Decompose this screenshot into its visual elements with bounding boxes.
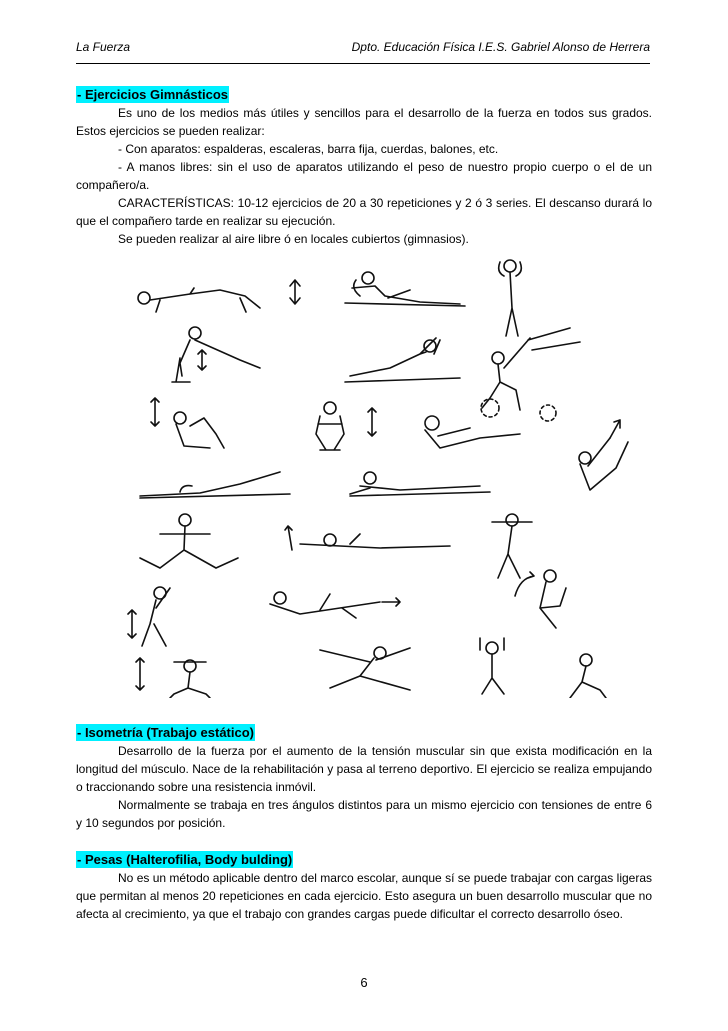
paragraph: CARACTERÍSTICAS: 10-12 ejercicios de 20 a 30 repeticiones y 2 ó 3 series. El descanso durará lo que el compañero tarde en realizar su ejecución. [76,196,652,228]
figure-standing-twist [492,514,532,578]
section-isometria [76,724,652,832]
figure-squat-thrust [570,654,606,698]
figure-back-extension [345,338,460,382]
figure-wide-squat-partner [140,514,238,568]
figure-lying-twist-arrows [270,592,400,618]
paragraph: - A manos libres: sin el uso de aparatos utilizando el peso de nuestro propio cuerpo o el de un compañero/a. [76,160,652,192]
figure-lying-arm-raise [285,526,450,550]
header-department: Dpto. Educación Física I.E.S. Gabriel Alonso de Herrera [351,40,650,54]
header-title: La Fuerza [76,40,131,54]
section-heading: - Ejercicios Gimnásticos [77,87,229,102]
paragraph: Normalmente se trabaja en tres ángulos distintos para un mismo ejercicio con tensiones de entre 6 y 10 segundos por posición. [76,798,652,830]
paragraph: Es uno de los medios más útiles y sencillos para el desarrollo de la fuerza en todos sus grados. Estos ejercicios se pueden realizar: [76,106,652,138]
page-number: 6 [360,975,368,990]
paragraph: - Con aparatos: espalderas, escaleras, barra fija, cuerdas, balones, etc. [118,142,499,156]
figure-squat-jump [136,658,210,698]
paragraph: No es un método aplicable dentro del marco escolar, aunque sí se puede trabajar con cargas ligeras que permitan al menos 20 repeticiones en cada ejercicio. Esto asegura un buen desarrollo muscular que no afecta al crecimiento, ya que el trabajo con grandes cargas puede dificultar el correcto desarrollo óseo. [76,871,652,921]
figure-jump-up [128,587,170,646]
figure-kneel-hands-up [480,638,504,694]
section-heading: - Pesas (Halterofilia, Body bulding) [77,852,293,867]
paragraph: Desarrollo de la fuerza por el aumento de la tensión muscular sin que exista modificación en la longitud del músculo. Nace de la rehabilitación y pasa al terreno deportivo. El ejercicio se realiza empujando o traccionando sobre una resistencia inmóvil. [76,744,652,794]
figure-situp [345,272,465,306]
section-heading: - Isometría (Trabajo estático) [77,725,254,740]
section-pesas [76,851,652,923]
figure-standing-hands-head [499,260,522,336]
figure-partner-lift [482,328,580,410]
header-rule [76,63,650,64]
section-ejercicios-gimnasticos [76,86,652,248]
figure-dips [172,327,260,382]
figure-prone-extension [350,472,490,496]
figure-squat-hold [316,402,376,450]
page-header [76,40,650,56]
figure-tuck-jump [515,570,566,628]
figure-lunge-stretch [320,647,410,690]
figure-v-sit [579,420,628,490]
figure-leg-raise-ball [425,399,556,448]
paragraph: Se pueden realizar al aire libre ó en locales cubiertos (gimnasios). [118,232,469,246]
figure-side-lying-leg-lift [140,472,290,498]
figure-pushup [138,280,300,312]
figure-crunch [151,398,224,448]
exercise-illustrations [120,258,650,698]
exercise-figures-drawing [120,258,650,698]
